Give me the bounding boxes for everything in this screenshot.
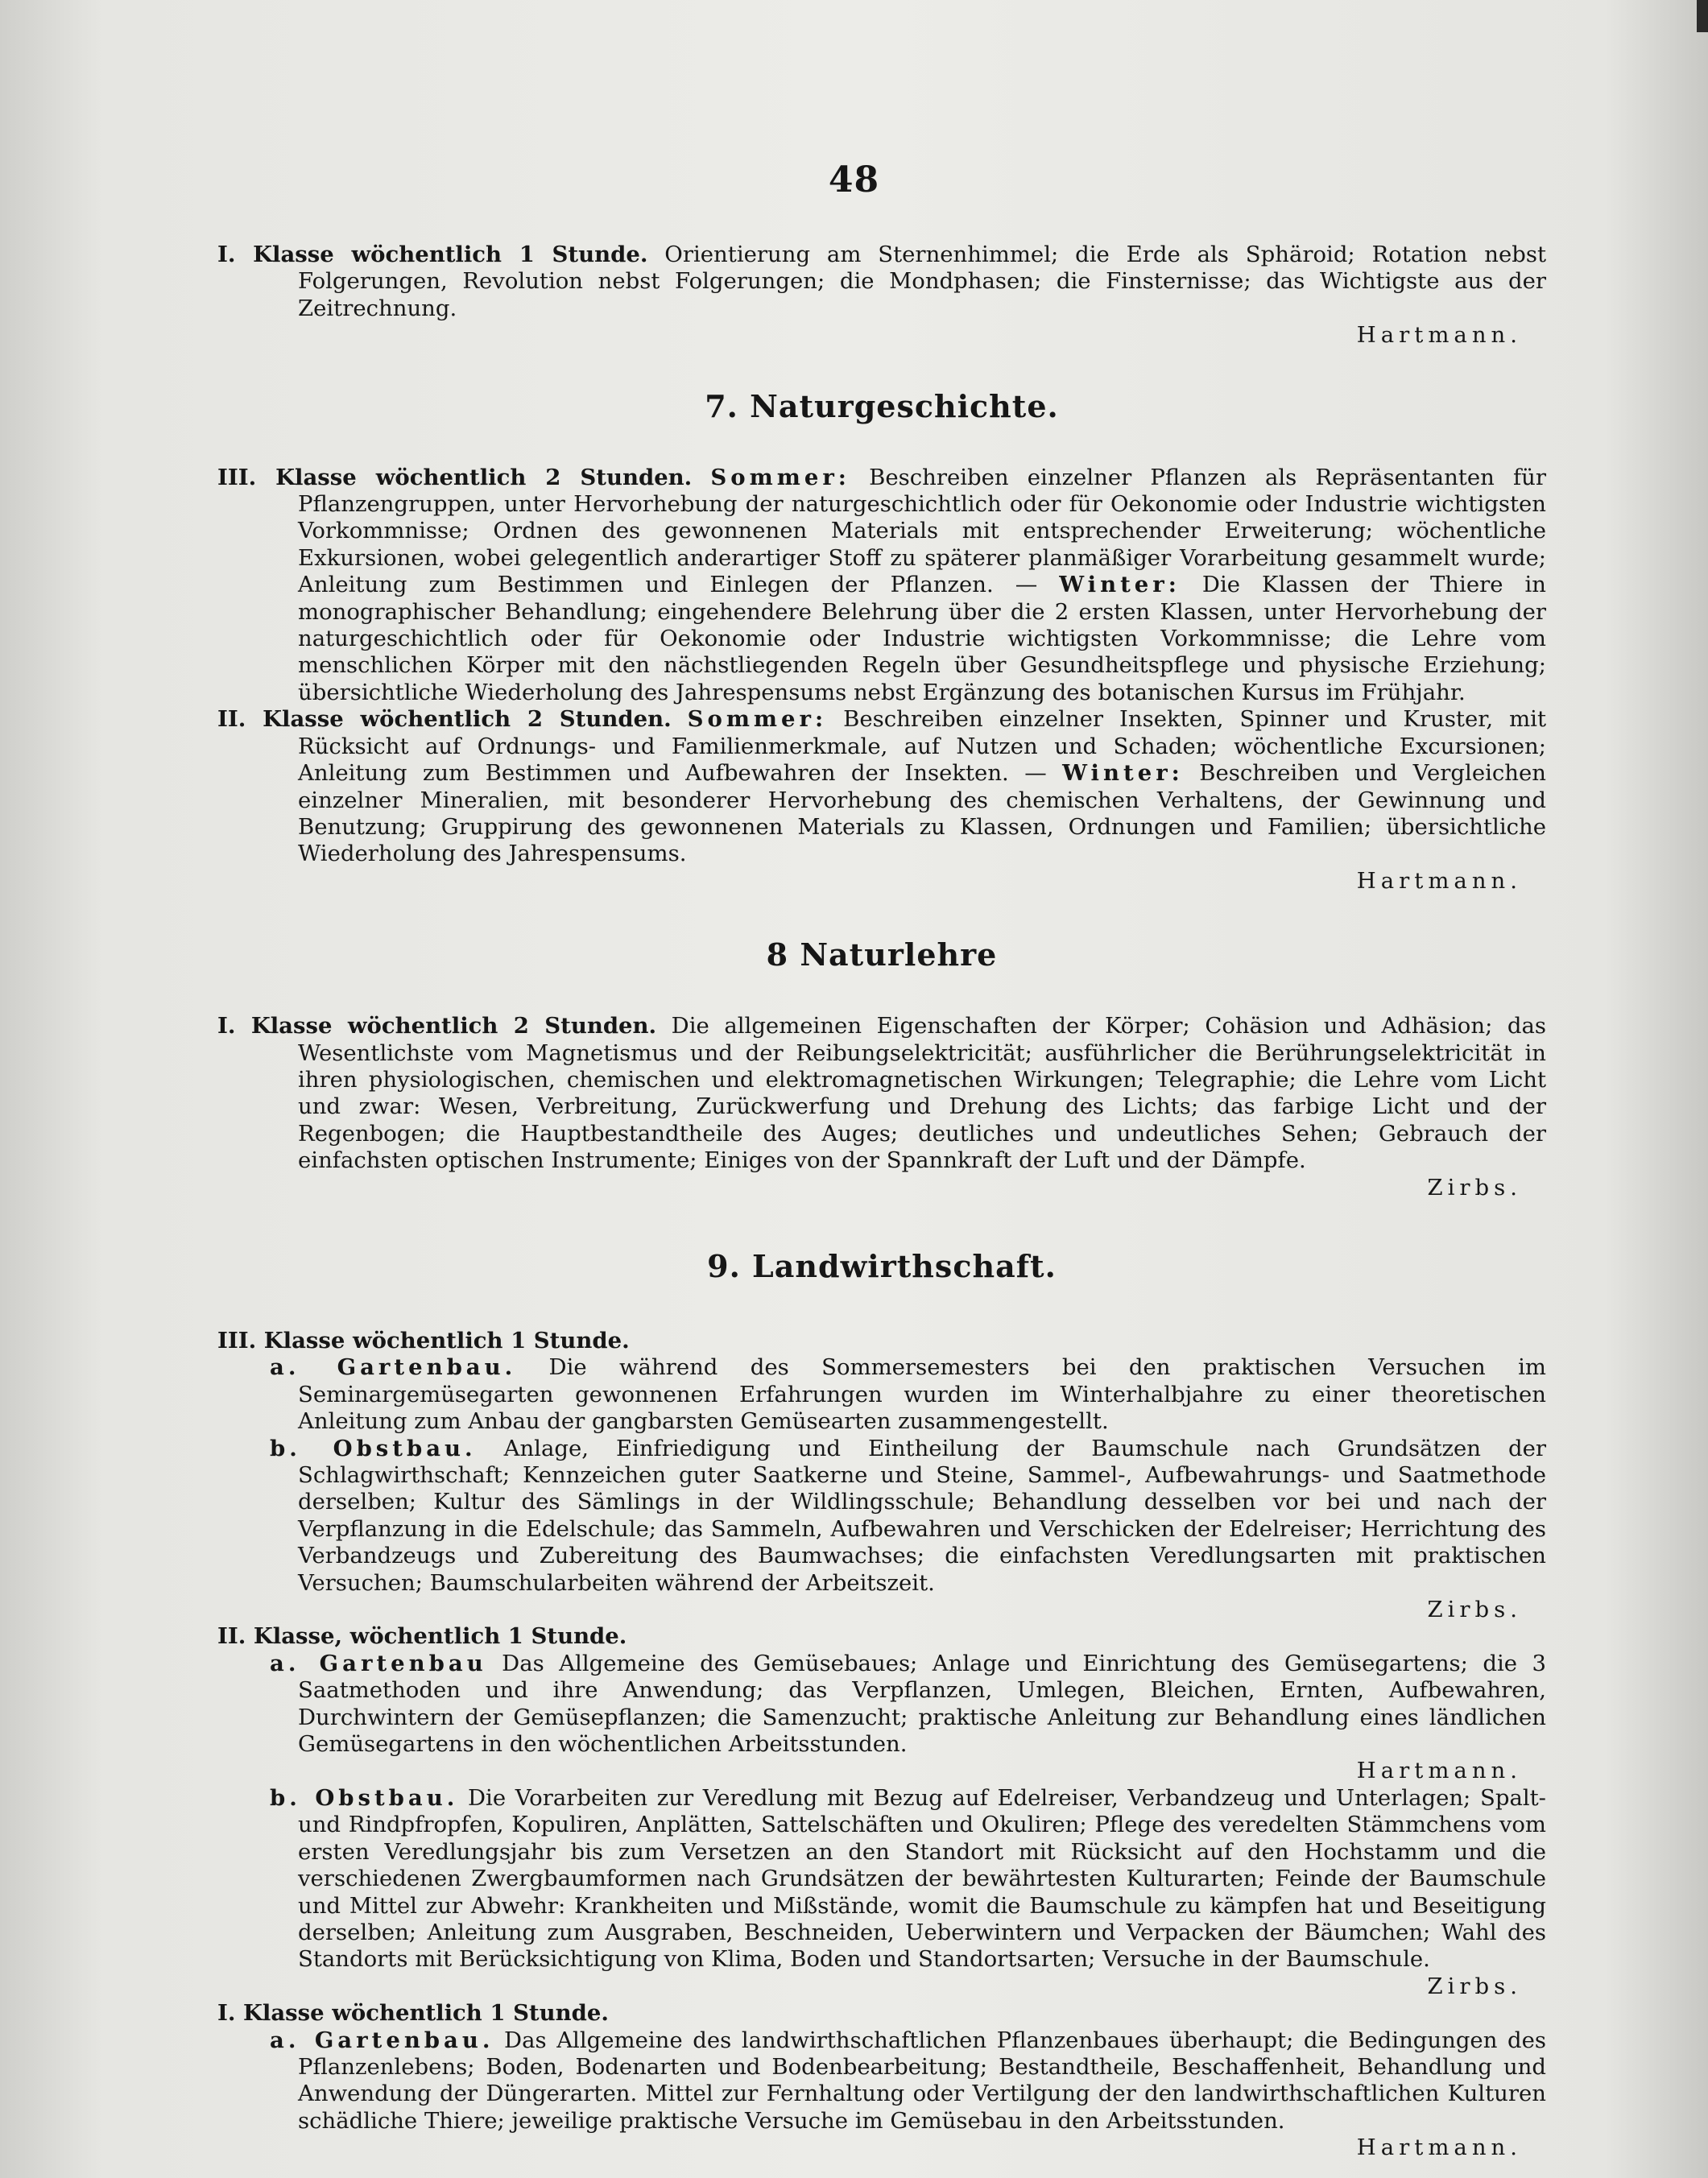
section9-i-a-label: a. Gartenbau. bbox=[270, 2027, 494, 2053]
section7-iii-lead: III. Klasse wöchentlich 2 Stunden. bbox=[217, 464, 693, 490]
section7-iii-sommer-text: Beschreiben einzelner Pflanzen als Repräsentanten für Pflanzengruppen, unter Hervorhebung der naturgeschichtlich oder für Oekonomie oder Industrie wichtigsten Vorkommnisse; Ordnen des gewonnenen Materials mit entsprechender Erweiterung; wöchentliche Exkursionen, wobei gelegentlich anderartiger Stoff zu späterer planmäßiger Vorarbeitung gesammelt wurde; Anleitung zum Bestimmen und Einlegen der Pflanzen. — bbox=[298, 464, 1547, 598]
section9-iii-a-text: Die während des Sommersemesters bei den praktischen Versuchen im Seminargemüsegarten gewonnenen Erfahrungen wurden im Winterhalbjahre zu einer theoretischen Anleitung zum Anbau der gangbarsten Gemüsearten zusammengestellt. bbox=[298, 1354, 1546, 1435]
section7-iii-sommer-label: Sommer: bbox=[710, 464, 850, 490]
section9-ii-a-label: a. Gartenbau bbox=[270, 1650, 487, 1676]
section8-signature: Zirbs. bbox=[1427, 1174, 1522, 1201]
section9-i-lead-line bbox=[217, 2000, 1546, 2027]
section7-ii-winter-label: Winter: bbox=[1062, 760, 1184, 787]
section9-ii-b-signature: Zirbs. bbox=[1427, 1973, 1522, 1999]
section9-i-lead: I. Klasse wöchentlich 1 Stunde. bbox=[217, 2000, 609, 2027]
section7-ii-sommer-label: Sommer: bbox=[687, 706, 828, 733]
page-number: 48 bbox=[828, 159, 880, 200]
section9-ii-lead-line bbox=[217, 1623, 1546, 1650]
section9-heading: 9. Landwirthschaft. bbox=[707, 1247, 1057, 1284]
section7-ii-sommer-text: Beschreiben einzelner Insekten, Spinner und Kruster, mit Rücksicht auf Ordnungs- und Familienmerkmale, auf Nutzen und Schaden; wöchentliche Excursionen; Anleitung zum Bestimmen und Aufbewahren der Insekten. — bbox=[298, 706, 1547, 787]
section9-ii-a bbox=[217, 1651, 1546, 1759]
section8-i-lead: I. Klasse wöchentlich 2 Stunden. bbox=[217, 1013, 657, 1039]
section7-iii-winter-text: Die Klassen der Thiere in monographischer Behandlung; eingehendere Belehrung über die 2 ersten Klassen, unter Hervorhebung der naturgeschichtlich oder für Oekonomie oder Industrie wichtigsten Vorkommnisse; die Lehre vom menschlichen Körper mit den nächstliegenden Regeln über Gesundheitspflege und physische Erziehung; übersichtliche Wiederholung des Jahrespensums nebst Ergänzung des botanischen Kursus im Frühjahr. bbox=[298, 572, 1547, 705]
section9-i-a-text: Das Allgemeine des landwirthschaftlichen Pflanzenbaues überhaupt; die Bedingungen des Pflanzenlebens; Boden, Bodenarten und Bodenbearbeitung; Bestandtheile, Beschaffenheit, Behandlung und Anwendung der Düngerarten. Mittel zur Fernhaltung oder Vertilgung der den landwirthschaftlichen Kulturen schädliche Thiere; jeweilige praktische Versuche im Gemüsebau in den Arbeitsstunden. bbox=[298, 2027, 1547, 2134]
section7-iii-winter-label: Winter: bbox=[1059, 572, 1181, 598]
section7-ii-winter-text: Beschreiben und Vergleichen einzelner Mineralien, mit besonderer Hervorhebung des chemischen Verhaltens, der Gewinnung und Benutzung; Gruppirung des gewonnenen Materials zu Klassen, Ordnungen und Familien; übersichtliche Wiederholung des Jahrespensums. bbox=[298, 760, 1546, 867]
section9-ii-b-label: b. Obstbau. bbox=[270, 1784, 459, 1811]
section9-i-signature: Hartmann. bbox=[1356, 2135, 1522, 2161]
section7-iii-entry bbox=[217, 465, 1546, 707]
section9-iii-b bbox=[217, 1436, 1546, 1597]
section9-iii-signature: Zirbs. bbox=[1427, 1597, 1522, 1623]
section9-i-a bbox=[217, 2027, 1546, 2135]
section8-i-text: Die allgemeinen Eigenschaften der Körper; Cohäsion und Adhäsion; das Wesentlichste vom Magnetismus und der Reibungselektricität; ausführlicher die Berührungselektricität in ihren physiologischen, chemischen und elektromagnetischen Wirkungen; Telegraphie; die Lehre vom Licht und zwar: Wesen, Verbreitung, Zurückwerfung und Drehung des Lichts; das farbige Licht und der Regenbogen; die Hauptbestandtheile des Auges; deutliches und undeutliches Sehen; Gebrauch der einfachsten optischen Instrumente; Einiges von der Spannkraft der Luft und der Dämpfe. bbox=[298, 1013, 1546, 1174]
section9-ii-b-text: Die Vorarbeiten zur Veredlung mit Bezug auf Edelreiser, Verbandzeug und Unterlagen; Spalt- und Rindpfropfen, Kopuliren, Anplätten, Sattelschäften und Okuliren; Pflege des veredelten Stämmchens vom ersten Veredlungsjahr bis zum Versetzen an den Standort mit Rücksicht auf den Hochstamm und die verschiedenen Zwergbaumformen nach Grundsätzen der bewährtesten Kulturarten; Feinde der Baumschule und Mittel zur Abwehr: Krankheiten und Mißstände, womit die Baumschule zu kämpfen hat und Beseitigung derselben; Anleitung zum Ausgraben, Beschneiden, Ueberwintern und Verpacken der Bäumchen; Wahl des Standorts mit Berücksichtigung von Klima, Boden und Standortsarten; Versuche in der Baumschule. bbox=[298, 1784, 1546, 1973]
section7-signature: Hartmann. bbox=[1356, 867, 1522, 894]
intro-signature: Hartmann. bbox=[1356, 322, 1522, 349]
section9-ii-a-signature: Hartmann. bbox=[1356, 1758, 1522, 1784]
intro-lead: I. Klasse wöchentlich 1 Stunde. bbox=[217, 242, 648, 267]
section9-ii-a-text: Das Allgemeine des Gemüsebaues; Anlage und Einrichtung des Gemüsegartens; die 3 Saatmethoden und ihre Anwendung; das Verpflanzen, Umlegen, Bleichen, Ernten, Aufbewahren, Durchwintern der Gemüsepflanzen; die Samenzucht; praktische Anleitung zur Behandlung eines ländlichen Gemüsegartens in den wöchentlichen Arbeitsstunden. bbox=[298, 1650, 1546, 1758]
intro-text: Orientierung am Sternenhimmel; die Erde als Sphäroid; Rotation nebst Folgerungen, Revolution nebst Folgerungen; die Mondphasen; die Finsternisse; das Wichtigste aus der Zeitrechnung. bbox=[298, 242, 1547, 321]
section9-ii-lead: II. Klasse, wöchentlich 1 Stunde. bbox=[217, 1623, 627, 1650]
section9-iii-lead: III. Klasse wöchentlich 1 Stunde. bbox=[217, 1327, 630, 1354]
page-content bbox=[217, 242, 1546, 2162]
section9-iii-a-label: a. Gartenbau. bbox=[270, 1354, 517, 1381]
section8-heading: 8 Naturlehre bbox=[766, 936, 998, 973]
intro-entry bbox=[217, 242, 1546, 322]
section7-ii-lead: II. Klasse wöchentlich 2 Stunden. bbox=[217, 706, 672, 733]
scan-edge-mark bbox=[1697, 0, 1708, 32]
section9-iii-b-label: b. Obstbau. bbox=[270, 1435, 477, 1461]
section9-iii-b-text: Anlage, Einfriedigung und Eintheilung der Baumschule nach Grundsätzen der Schlagwirthschaft; Kennzeichen guter Saatkerne und Steine, Sammel-, Aufbewahrungs- und Saatmethode derselben; Kultur des Sämlings in der Wildlingsschule; Behandlung desselben vor bei und nach der Verpflanzung in die Edelschule; das Sammeln, Aufbewahren und Verschicken der Edelreiser; Herrichtung des Verbandzeugs und Zubereitung des Baumwachses; die einfachsten Veredlungsarten mit praktischen Versuchen; Baumschularbeiten während der Arbeitszeit. bbox=[298, 1435, 1546, 1596]
section7-ii-entry bbox=[217, 706, 1546, 867]
section9-iii-a bbox=[217, 1354, 1546, 1435]
section8-i-entry bbox=[217, 1013, 1546, 1174]
section9-ii-b bbox=[217, 1785, 1546, 1973]
section7-heading: 7. Naturgeschichte. bbox=[705, 387, 1059, 424]
section9-iii-lead-line bbox=[217, 1328, 1546, 1354]
